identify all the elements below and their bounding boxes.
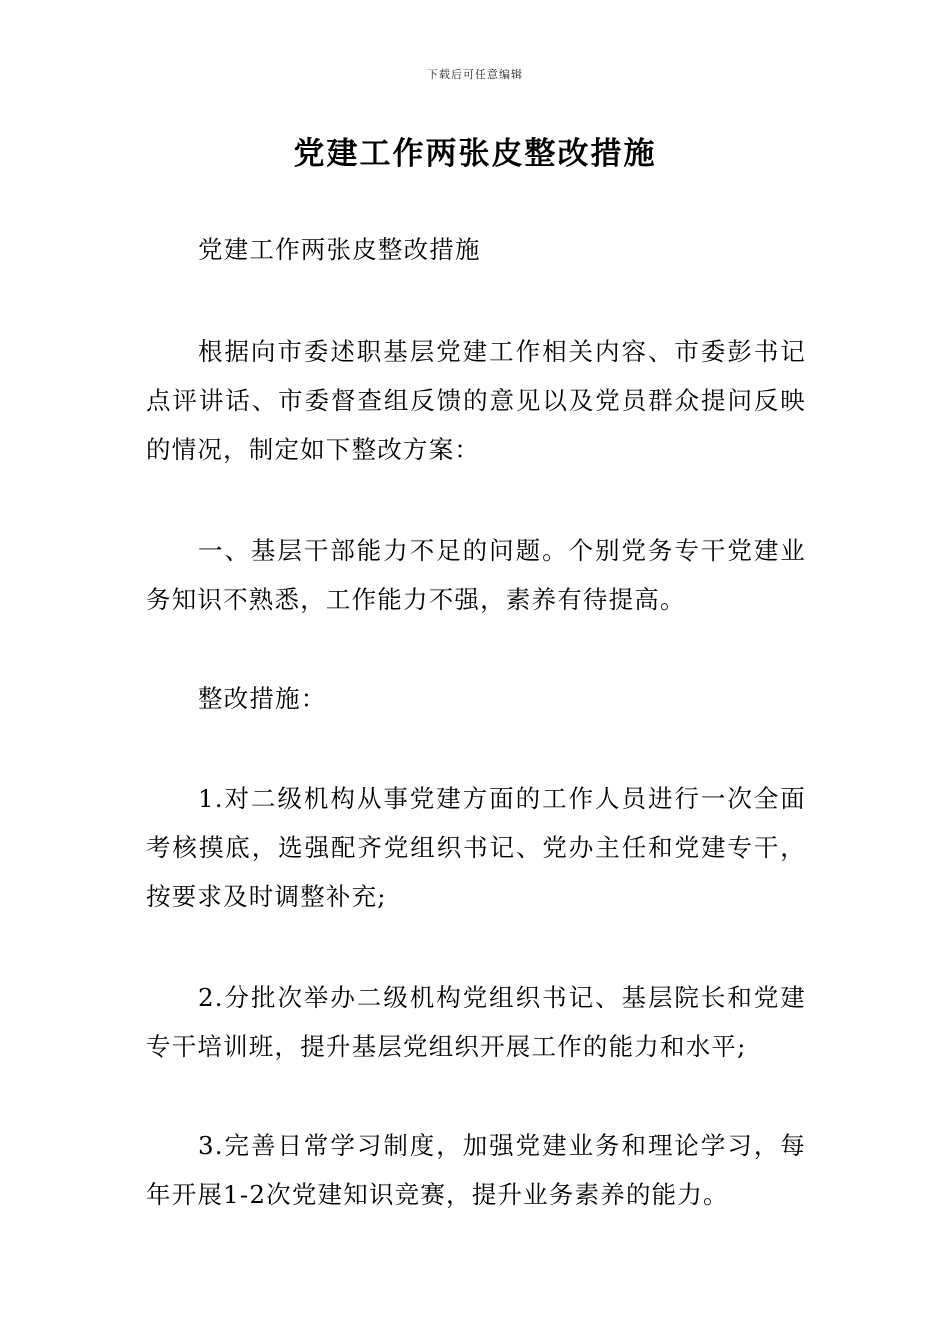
measure-item-3: 3.完善日常学习制度，加强党建业务和理论学习，每年开展1-2次党建知识竞赛，提升业务素养的能力。 [146,1131,806,1209]
page-header-note: 下载后可任意编辑 [427,68,523,81]
measures-heading: 整改措施： [198,684,327,713]
subtitle-paragraph: 党建工作两张皮整改措施 [198,235,481,264]
issue-paragraph-1: 一、基层干部能力不足的问题。个别党务专干党建业务知识不熟悉，工作能力不强，素养有待提高。 [146,536,806,614]
measure-item-1: 1.对二级机构从事党建方面的工作人员进行一次全面考核摸底，选强配齐党组织书记、党办主任和党建专干，按要求及时调整补充; [146,784,806,911]
measure-item-2: 2.分批次举办二级机构党组织书记、基层院长和党建专干培训班，提升基层党组织开展工作的能力和水平; [146,983,806,1061]
intro-paragraph: 根据向市委述职基层党建工作相关内容、市委彭书记点评讲话、市委督查组反馈的意见以及党员群众提问反映的情况，制定如下整改方案： [146,337,806,464]
document-title: 党建工作两张皮整改措施 [293,136,657,172]
